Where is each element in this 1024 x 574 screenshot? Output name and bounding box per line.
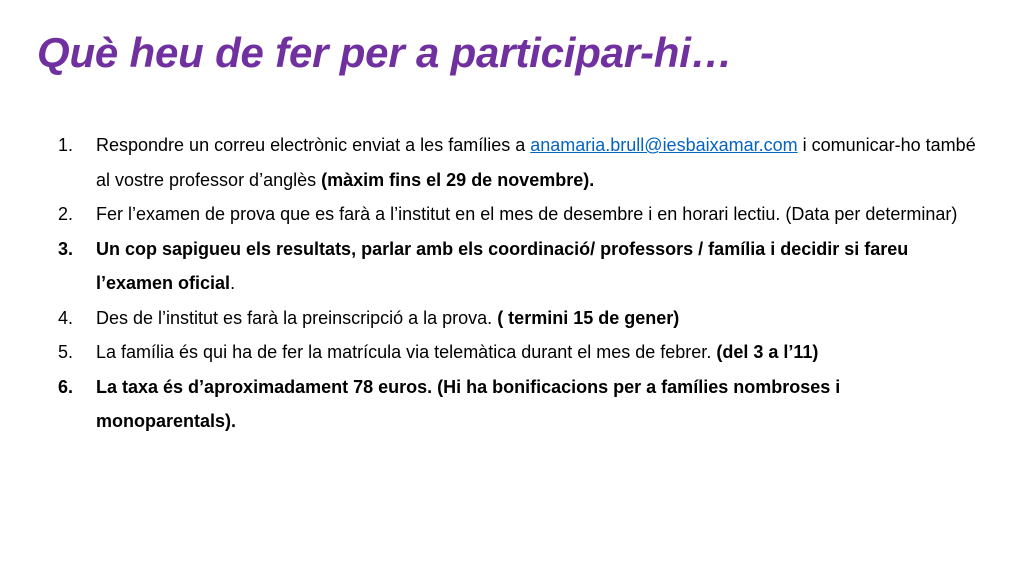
list-number: 5. — [58, 342, 74, 362]
deadline-text: ( termini 15 de gener) — [497, 307, 680, 328]
list-item-text — [96, 301, 978, 336]
list-item-2 — [58, 197, 978, 232]
item-text: Respondre un correu electrònic enviat a les famílies a — [96, 135, 531, 155]
list-number: 6. — [58, 376, 74, 397]
item-text: i comunicar-ho també al vostre professor d’anglès — [96, 135, 976, 190]
item-bold-text: La taxa és d’aproximadament 78 euros. (Hi ha bonificacions per a famílies nombroses i monoparentals). — [96, 376, 841, 431]
list-item-text — [96, 335, 978, 370]
item-text: . — [230, 273, 236, 293]
item-text: La família és qui ha de fer la matrícula via telemàtica durant el mes de febrer. — [96, 342, 717, 362]
steps-list — [58, 128, 978, 439]
page-title: Què heu de fer per a participar-hi… — [37, 29, 733, 76]
deadline-text: (màxim fins el 29 de novembre). — [321, 169, 595, 190]
list-number: 2. — [58, 204, 74, 224]
list-item-3 — [58, 232, 978, 301]
list-number: 1. — [58, 135, 74, 155]
email-link[interactable]: anamaria.brull@iesbaixamar.com — [530, 135, 798, 155]
list-item-5 — [58, 335, 978, 370]
item-text: Fer l’examen de prova que es farà a l’institut en el mes de desembre i en horari lectiu. (Data per determinar) — [96, 204, 958, 224]
list-number: 4. — [58, 307, 74, 328]
item-text: Des de l’institut es farà la preinscripció a la prova. — [96, 307, 498, 328]
list-item-1 — [58, 128, 978, 197]
list-item-6 — [58, 370, 978, 439]
list-item-text — [96, 232, 978, 301]
list-number: 3. — [58, 238, 74, 259]
deadline-text: (del 3 a l’11) — [716, 342, 819, 362]
list-item-4 — [58, 301, 978, 336]
list-item-text — [96, 128, 978, 197]
item-bold-text: Un cop sapigueu els resultats, parlar amb els coordinació/ professors / família i decidir si fareu l’examen oficial — [96, 238, 909, 293]
